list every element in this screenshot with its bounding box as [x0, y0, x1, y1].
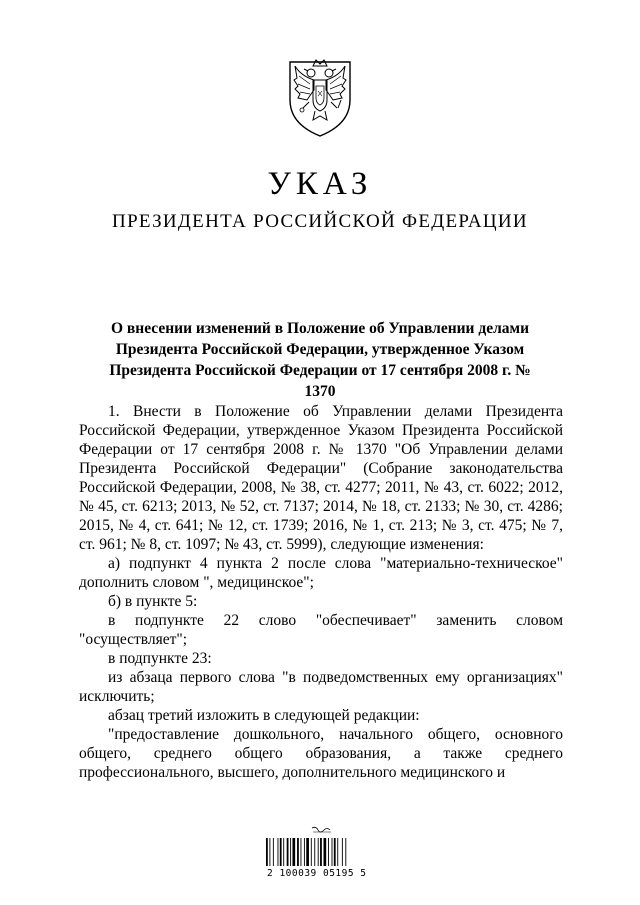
issuer-heading: ПРЕЗИДЕНТА РОССИЙСКОЙ ФЕДЕРАЦИИ — [112, 211, 528, 232]
document-title-line: Президента Российской Федерации, утвержденное Указом — [115, 341, 525, 358]
paragraph-subitem-b: б) в пункте 5: — [108, 593, 198, 610]
paragraph-subitem-a: а) подпункт 4 пункта 2 после слова "материально-техническое" дополнить словом ", медицинское"; — [79, 555, 563, 591]
document-body — [79, 402, 563, 782]
barcode-number: 2 100039 05195 5 — [267, 868, 367, 879]
document-title — [100, 318, 540, 402]
coat-of-arms-icon — [283, 56, 357, 140]
paragraph-new-text: "предоставление дошкольного, начального общего, основного общего, среднего общего образования, а также среднего профессионального, высшего, дополнительного медицинского и — [79, 726, 563, 781]
paragraph-subpoint-23: в подпункте 23: — [108, 650, 212, 667]
document-title-line: Президента Российской Федерации от 17 сентября 2008 г. № 1370 — [109, 362, 531, 400]
document-title-line: О внесении изменений в Положение об Управлении делами — [110, 320, 530, 337]
paragraph-first-abzac: из абзаца первого слова "в подведомственных ему организациях" исключить; — [79, 669, 563, 705]
document-type-heading: УКАЗ — [267, 166, 373, 202]
paragraph-item-1: 1. Внести в Положение об Управлении делами Президента Российской Федерации, утвержденное Указом Президента Российской Федерации от 17 сентября 2008 г. № 1370 "Об Управлении делами Президента Российской Федерации" (Собрание законодательства Российской Федерации, 2008, № 38, ст. 4277; 2011, № 43, ст. 6022; 2012, № 45, ст. 6213; 2013, № 52, ст. 7137; 2014, № 18, ст. 2133; № 30, ст. 4286; 2015, № 4, ст. 641; № 12, ст. 1739; 2016, № 1, ст. 213; № 3, ст. 475; № 7, ст. 961; № 8, ст. 1097; № 43, ст. 5999), следующие изменения: — [79, 403, 563, 553]
paragraph-third-abzac: абзац третий изложить в следующей редакции: — [108, 707, 420, 724]
paragraph-subpoint-22: в подпункте 22 слово "обеспечивает" заменить словом "осуществляет"; — [79, 612, 563, 648]
